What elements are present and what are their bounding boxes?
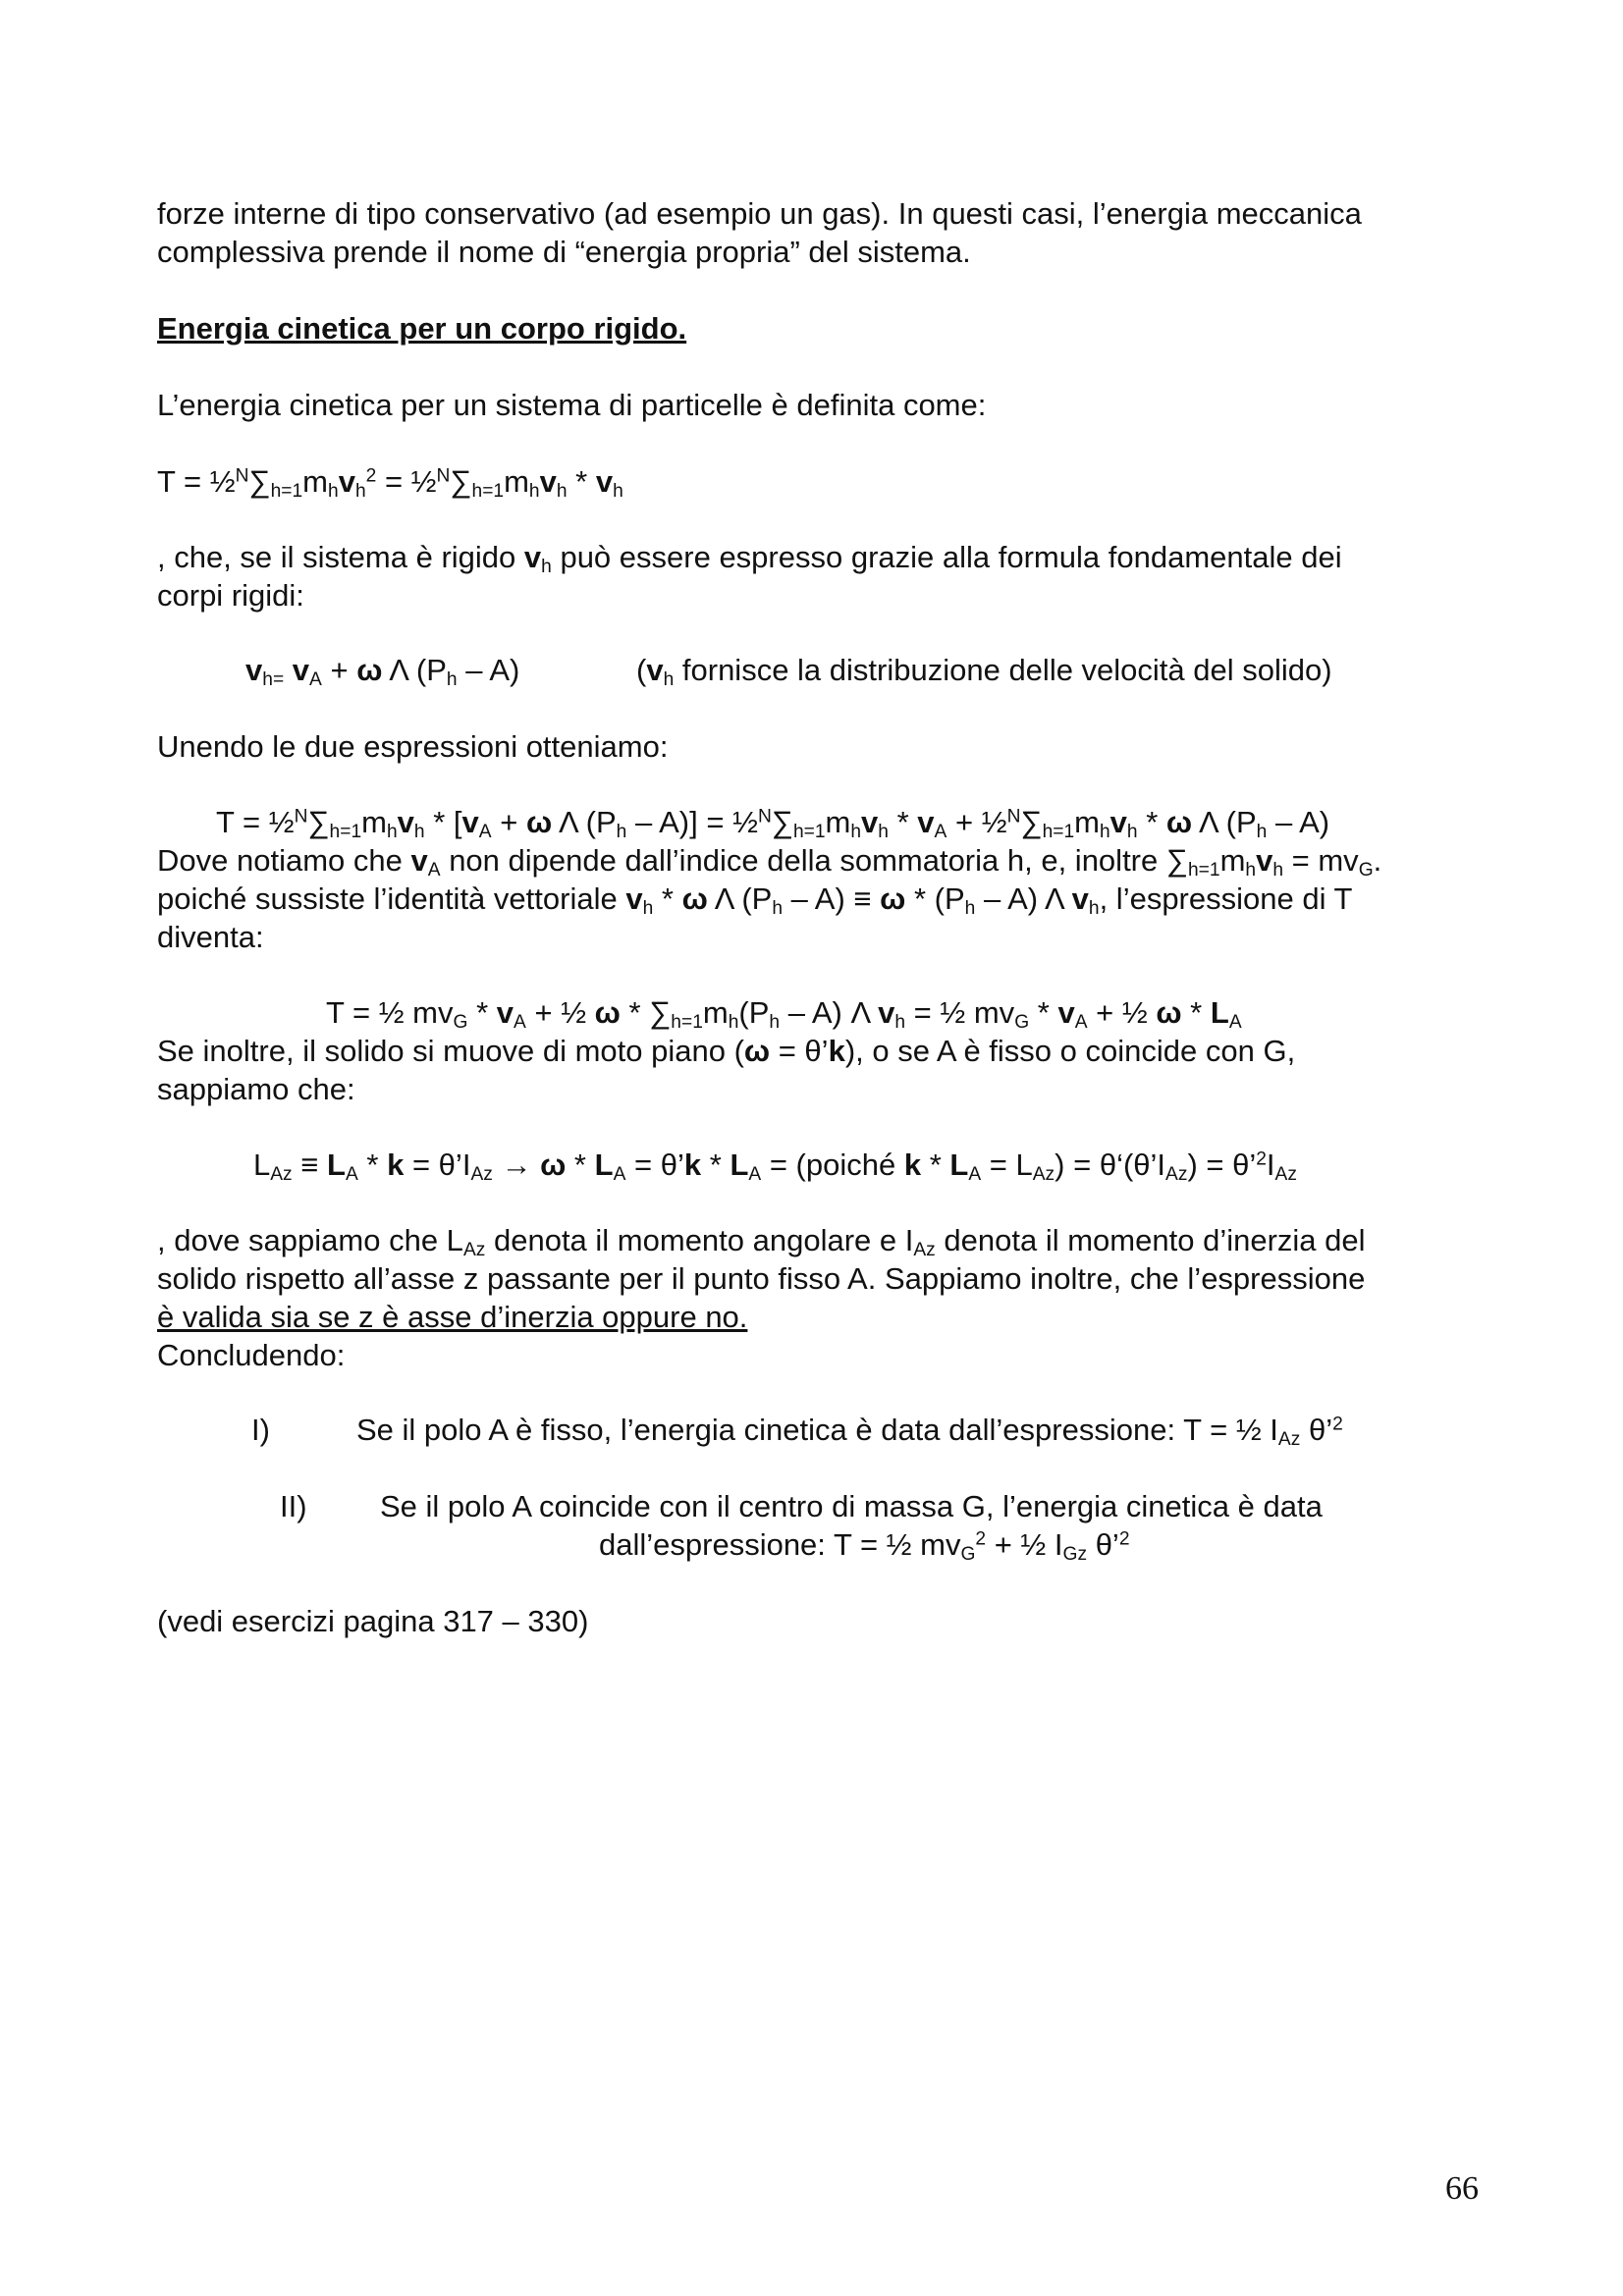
conclusion-item-2-line-1: Se il polo A coincide con il centro di massa G, l’energia cinetica è data xyxy=(380,1489,1323,1523)
conclusion-item-2-line-2: dall’espressione: T = ½ $mv_G^2$ + ½ $I_{Gz}$ θ’$^2$ xyxy=(599,1527,1130,1565)
unendo-line: Unendo le due espressioni otteniamo: xyxy=(157,729,669,764)
conclusion-item-1-number: I) xyxy=(251,1413,270,1447)
conclusion-item-2-number: II) xyxy=(280,1489,307,1523)
underlined-remark: è valida sia se z è asse d’inerzia oppure no. xyxy=(157,1300,748,1334)
intro-paragraph xyxy=(157,194,1362,271)
intro-line-2: complessiva prende il nome di “energia propria” del sistema. xyxy=(157,235,971,269)
equation-T-expanded: T = ½ $mv_G * v_A$ + ½ ω * $\sum_{h=1}m_h(P_h - A)$ Λ $v_h$ = ½ $mv_G * v_A$ + ½ ω * $L_A$ xyxy=(326,995,1242,1033)
intro-line-1: forze interne di tipo conservativo (ad esempio un gas). In questi casi, l’energia meccanica xyxy=(157,196,1362,231)
moto-piano-paragraph: Se inoltre, il solido si muove di moto piano (ω = θ’k), o se A è fisso o coincide con G, sappiamo che: xyxy=(157,1034,1296,1106)
poiche-paragraph: poiché sussiste l’identità vettoriale $v_h$ * ω Λ $(P_h - A) \equiv \omega * (P_h - A)$ Λ $v_h$, l’espressione di T diventa: xyxy=(157,881,1353,954)
velocity-note: ($v_h$ fornisce la distribuzione delle velocità del solido) xyxy=(636,653,1332,690)
conclusion-item-1: Se il polo A è fisso, l’energia cinetica è data dall’espressione: T = ½ $I_{Az}$ θ’$^2$ xyxy=(356,1413,1343,1450)
equation-angular-momentum: $L_{Az} \equiv L_A * k$ = $\theta’I_{Az} \to \omega * L_A$ = θ’k * $L_A$ = (poiché $k * L_A = L_{Az}$) = $\theta‘(\theta’I_{Az})$ = $\theta’^2I_{Az}$ xyxy=(253,1148,1297,1185)
rigid-body-paragraph: , che, se il sistema è rigido $v_h$ può essere espresso grazie alla formula fondamentale dei corpi rigidi: xyxy=(157,540,1342,613)
definition-line: L’energia cinetica per un sistema di particelle è definita come: xyxy=(157,388,987,422)
dove-line: Dove notiamo che $v_A$ non dipende dall’indice della sommatoria h, e, inoltre $\sum_{h=1}m_hv_h = mv_G$. xyxy=(157,843,1382,881)
equation-kinetic-energy: $T = \frac{1}{2}^N\sum_{h=1}m_hv_h^2$ = $\frac{1}{2}^N\sum_{h=1}m_hv_h * v_h$ xyxy=(157,464,623,502)
section-heading: Energia cinetica per un corpo rigido. xyxy=(157,311,687,346)
exercises-reference: (vedi esercizi pagina 317 – 330) xyxy=(157,1604,589,1638)
equation-combined: $T = \frac{1}{2}^N\sum_{h=1}m_hv_h * [v_A + \omega$ Λ $(P_h - A)$] = $\frac{1}{2}^N\sum_{h=1}m_hv_h * v_A$ + $\frac{1}{2}^N\sum_{h=1}m_hv_h$ * ω Λ $(P_h - A)$ xyxy=(216,805,1330,842)
equation-velocity-distribution: $v_{h=}$ $v_A + \omega$ Λ $(P_h - A)$ xyxy=(245,653,520,690)
dove-sappiamo-paragraph: , dove sappiamo che $L_{Az}$ denota il momento angolare e $I_{Az}$ denota il momento d’inerzia del solido rispetto all’asse z passante per il punto fisso A. Sappiamo inoltre, che l’espressione è valida sia se z è asse d’inerzia oppure no. Concludendo: xyxy=(157,1223,1366,1372)
concludendo: Concludendo: xyxy=(157,1338,346,1372)
page-number: 66 xyxy=(1445,2170,1479,2207)
